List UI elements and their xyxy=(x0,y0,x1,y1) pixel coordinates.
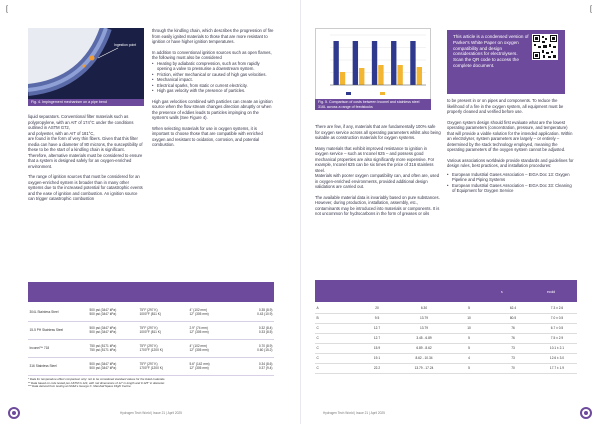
cell-text: 0.60 (15.2) xyxy=(257,348,273,352)
paragraph: Various associations worldwide provide standards and guidelines for design rules, best practices, and installation procedures: xyxy=(447,157,574,168)
table-cell: 8.62 - 10.34 xyxy=(399,353,449,363)
cell-text: 0.70 (8.9) xyxy=(258,344,273,348)
left-col2 xyxy=(152,28,274,148)
right-col1 xyxy=(315,124,441,217)
table-cell: B xyxy=(315,313,355,323)
cell-text: 4" (102 mm) xyxy=(189,307,207,312)
table-cell xyxy=(138,321,188,339)
table-cell: 7.0 ± 0.5 xyxy=(537,313,577,323)
chart-bar xyxy=(353,41,358,85)
table-cell: 62.4 xyxy=(489,303,537,313)
page-footer: Hydrogen Tech World | Issue 21 | April 2025 xyxy=(323,411,385,415)
reference-item: • European Industrial Gases Association – EIGA Doc 33: Cleaning of Equipment for Oxygen Service xyxy=(447,183,575,194)
table-cell xyxy=(138,303,188,321)
table-cell: 3.45 - 6.89 xyxy=(399,333,449,343)
paragraph: to be present in or on pipes and components. To reduce the likelihood of a fire in the oxygen system, all equipment must be properly cleaned and verified before use. xyxy=(447,98,564,114)
cell-text: 75°F (297 K) xyxy=(139,326,158,330)
table-cell: 12.6 ± 3.0 xyxy=(537,353,577,363)
table-cell: 10.1 ± 2.1 xyxy=(537,343,577,353)
table-cell: 12.7 xyxy=(355,323,399,333)
table-cell: 13.79 xyxy=(399,323,449,333)
table-cell: 76 xyxy=(489,323,537,333)
table-cell: 5 xyxy=(449,303,489,313)
cell-text: 12" (305 mm) xyxy=(189,330,209,334)
chart-bar xyxy=(333,41,338,85)
table-cell xyxy=(28,357,88,375)
chart-bar xyxy=(417,67,422,85)
cell-text: Inconel™ 718 xyxy=(29,346,50,350)
table-row xyxy=(315,363,577,373)
cell-text: 75°F (297 K) xyxy=(139,307,158,312)
paragraph: Oxygen system design should first evaluate what are the lowest operating parameters (concentration, pressure, and temperature) that will provide a viable solution for the intended application. Within an electrolyser, system parameters are largely – or entirely – determined by the stack technology employed, meaning the operating parameters of the oxygen system cannot be adjusted. xyxy=(447,119,573,152)
cell-text: 500 psi (3447 kPa) xyxy=(89,366,117,370)
cell-text: 0.35 (8.9) xyxy=(258,307,273,312)
cell-text: 0.32 (8.4) xyxy=(258,326,273,330)
fig-annotation: Ingestion point xyxy=(114,43,137,47)
table-row xyxy=(28,339,274,357)
chart-bar xyxy=(397,65,402,85)
cell-text: 5.6" (142 mm) xyxy=(189,362,210,366)
table-cell: 5 xyxy=(449,343,489,353)
table-cell: 6.7 ± 0.5 xyxy=(537,323,577,333)
particle-table xyxy=(315,303,577,374)
cell-text: 0.33 (8.5) xyxy=(258,330,273,334)
table-cell: 6.30 xyxy=(399,303,449,313)
list-item: • Electrical sparks, from static or current electricity. xyxy=(152,83,274,89)
header-cell: ecold xyxy=(547,290,556,294)
ignition-sources-list xyxy=(152,61,274,94)
table-row xyxy=(315,303,577,313)
table-cell xyxy=(88,321,138,339)
chart-bar xyxy=(378,65,383,85)
paragraph: Many materials that exhibit improved resistance to ignition in oxygen service – such as Inconel 625 – and possess good mechanical properties are also significantly more expensive. For example, Inconel 625 can be six times the price of 316 stainless steel. xyxy=(315,145,435,173)
paragraph: There are few, if any, materials that are fundamentally 100% safe for oxygen service across all operating parameters whilst also being suitable as construction materials for oxygen systems. xyxy=(315,124,441,140)
list-item: • High gas velocity with the presence of particles. xyxy=(152,88,274,94)
paragraph: The range of ignition sources that must be considered for an oxygen-enriched system is broader than in many other systems due to the increased potential for catastrophic events and the ease of ignition and combustion. An ignition source can trigger catastrophic combustion xyxy=(28,174,143,201)
table-cell: 73 xyxy=(489,353,537,363)
table-cell: 22.2 xyxy=(355,363,399,373)
cell-text: 750 psi (5171 kPa) xyxy=(89,344,117,348)
table-cell xyxy=(234,303,274,321)
cell-text: 1700°F (1200 K) xyxy=(139,348,163,352)
crop-mark: [ xyxy=(590,6,592,13)
cost-chart xyxy=(316,29,431,100)
note: * Data for temperature effect comparison only: not to be considered standard values for the listed materials. xyxy=(28,377,166,381)
cell-text: 1000°F (811 K) xyxy=(139,311,161,316)
chart-bar xyxy=(340,72,345,85)
table-cell: C xyxy=(315,333,355,343)
pipe-bend-figure xyxy=(28,28,144,102)
table-cell xyxy=(234,321,274,339)
chart-bar xyxy=(391,41,396,85)
left-col1 xyxy=(28,114,144,202)
cell-text: 12" (305 mm) xyxy=(189,366,209,370)
crop-mark: [ xyxy=(6,6,8,13)
cell-text: 0.37 (9.4) xyxy=(258,366,273,370)
list-item: • Heating by adiabatic compression, such as from rapidly opening a valve to pressurise a downstream system. xyxy=(152,61,274,72)
table-row xyxy=(28,357,274,375)
table-cell: 73 xyxy=(489,343,537,353)
cell-text: 0.34 (8.6) xyxy=(258,362,273,366)
cell-text: 500 psi (3447 kPa) xyxy=(89,311,117,316)
table-cell: C xyxy=(315,343,355,353)
chart-bar xyxy=(410,41,415,85)
table-cell: 15.9 xyxy=(355,343,399,353)
right-col2 xyxy=(447,98,575,194)
table-row xyxy=(315,353,577,363)
paragraph: are found in the form of very thin fibers. Given that this filter media can have a diameter of 80 microns, the susceptibility of these to be the start of a kindling chain is significant. Therefore, alternative materials must be considered to ensure that a system is designed safely for an oxygen-enriched environment. xyxy=(28,136,143,169)
table-cell xyxy=(234,339,274,357)
qr-text: This article is a condensed version of Parker's White Paper on oxygen compatibility and design considerations for electrolysers. Scan the QR code to access the complete document. xyxy=(453,34,529,68)
table-cell: 80.5 xyxy=(489,313,537,323)
table-cell: 70 xyxy=(489,363,537,373)
table-cell xyxy=(188,321,234,339)
table-cell: A xyxy=(315,303,355,313)
note: *** Data derived from testing at NASA's George C. Marshall Space Flight Centre. xyxy=(28,384,132,389)
table-cell: 13.79 xyxy=(399,313,449,323)
table-cell: 4 xyxy=(449,353,489,363)
materials-table xyxy=(28,303,274,376)
chart-bar xyxy=(372,41,377,85)
table-cell xyxy=(28,303,88,321)
qr-code-icon[interactable] xyxy=(532,34,558,60)
note: ** Data based on rods tested per ASTM G 124, with rod dimensions of 12" in length and 0.125" in diameter. xyxy=(28,380,165,385)
table-cell: 7.5 ± 2.9 xyxy=(537,333,577,343)
table-cell xyxy=(88,339,138,357)
cell-text: 1000°F (811 K) xyxy=(139,330,161,334)
cell-text: 2.9" (74 mm) xyxy=(189,326,208,330)
cell-text: 12" (305 mm) xyxy=(189,311,209,316)
table-cell xyxy=(188,303,234,321)
paragraph: The available material data is invariably based on pure substances. However, during production, installation, assembly, etc., contaminants may be introduced into materials or components. It is not uncommon for hydrocarbons in the form of greases or oils xyxy=(315,194,440,216)
cell-text: 75°F (297 K) xyxy=(139,362,158,366)
paragraph: In addition to conventional ignition sources such as open flames, the following must also be considered xyxy=(152,49,272,60)
cost-comparison-figure xyxy=(315,28,431,100)
table-cell: 10 xyxy=(449,323,489,333)
table-cell xyxy=(88,303,138,321)
table-cell: 12.7 xyxy=(355,333,399,343)
table-cell: C xyxy=(315,323,355,333)
table-cell xyxy=(28,339,88,357)
list-item: • Mechanical impact. xyxy=(152,77,274,83)
page-footer: Hydrogen Tech World | Issue 21 | April 2025 xyxy=(120,411,182,415)
paragraph: When selecting materials for use in oxygen systems, it is important to choose those that are compatible with enriched oxygen and resistant to oxidation, corrosion, and potential combustion. xyxy=(152,125,263,147)
paragraph: High gas velocities combined with particles can create an ignition source when the flow stream changes direction abruptly or when the presence of eddies leads to particles impinging on the system's walls (See Figure 4). xyxy=(152,98,273,120)
cell-text: 500 psi (3447 kPa) xyxy=(89,362,117,366)
table-cell: 7.3 ± 2.6 xyxy=(537,303,577,313)
table-cell xyxy=(28,321,88,339)
table-row xyxy=(315,313,577,323)
table-cell: 19.1 xyxy=(355,353,399,363)
right-page xyxy=(300,0,600,424)
table-row xyxy=(315,343,577,353)
table-cell: C xyxy=(315,363,355,373)
reference-item: • European Industrial Gases Association – EIGA Doc 13: Oxygen Pipeline and Piping Systems xyxy=(447,172,575,183)
figure4-caption: Fig. 4. Impingement mechanism on a pipe bend xyxy=(28,99,144,106)
cell-text: 0.43 (10.9) xyxy=(257,311,273,316)
cell-text: 4" (102 mm) xyxy=(189,344,207,348)
cell-text: 1700°F (1200 K) xyxy=(139,366,163,370)
logo-icon xyxy=(8,407,20,419)
cell-text: 500 psi (3447 kPa) xyxy=(89,307,117,312)
table-cell xyxy=(88,357,138,375)
table-cell xyxy=(188,357,234,375)
particle-table-header xyxy=(315,280,577,302)
cell-text: 316 Stainless Steel xyxy=(29,364,57,368)
paragraph: through the kindling chain, which describes the progression of fire from easily ignited materials to those that are more resistant to ignition or have higher ignition temperatures. xyxy=(152,28,274,44)
table-cell: C xyxy=(315,353,355,363)
legend-swatch xyxy=(380,92,385,95)
table-cell xyxy=(234,357,274,375)
table-cell: 5 xyxy=(449,333,489,343)
table-row xyxy=(28,303,274,321)
table-row xyxy=(28,321,274,339)
paragraph: Materials with poorer oxygen compatibility can, and often are, used in oxygen-enriched environments, provided additional design validations are carried out. xyxy=(315,173,440,189)
figure5-caption: Fig. 5. Comparison of costs between Inconel and stainless steel 316L across a range of feedstocks xyxy=(315,99,431,110)
paragraph: liquid separators. Conventional filter materials such as polypropylene, with an AIT of 174°C under the conditions outlined in ASTM G72, xyxy=(28,114,134,130)
cell-text: 75°F (297 K) xyxy=(139,344,158,348)
table-cell: 76 xyxy=(489,333,537,343)
table-cell: 13.79 - 17.24 xyxy=(399,363,449,373)
cell-text: 750 psi (5171 kPa) xyxy=(89,348,117,352)
materials-table-header xyxy=(28,282,274,302)
table-cell: 10 xyxy=(449,313,489,323)
table-cell xyxy=(138,339,188,357)
table-cell: 5 xyxy=(449,363,489,373)
logo-icon xyxy=(580,407,592,419)
table-row xyxy=(315,333,577,343)
cell-text: 15-5 PH Stainless Steel xyxy=(29,328,64,332)
table-row xyxy=(315,323,577,333)
paragraph: and polyester, with an AIT of 181°C, xyxy=(28,130,95,136)
table-cell: 20 xyxy=(355,303,399,313)
table-cell: 9.5 xyxy=(355,313,399,323)
table-cell xyxy=(188,339,234,357)
table-cell: 17.7 ± 1.9 xyxy=(537,363,577,373)
cell-text: 500 psi (3447 kPa) xyxy=(89,326,117,330)
table-cell: 6.89 - 8.62 xyxy=(399,343,449,353)
list-item: • Friction, either mechanical or caused of high gas velocities. xyxy=(152,72,274,78)
cell-text: 304L Stainless Steel xyxy=(29,309,59,314)
legend-swatch xyxy=(346,92,351,95)
chart-bar xyxy=(359,68,364,85)
cell-text: 500 psi (3447 kPa) xyxy=(89,330,117,334)
header-cell: s xyxy=(501,290,503,294)
table-notes xyxy=(28,378,274,389)
cell-text: 12" (305 mm) xyxy=(189,348,209,352)
table-cell xyxy=(138,357,188,375)
pipe-bend-illustration xyxy=(28,28,144,102)
